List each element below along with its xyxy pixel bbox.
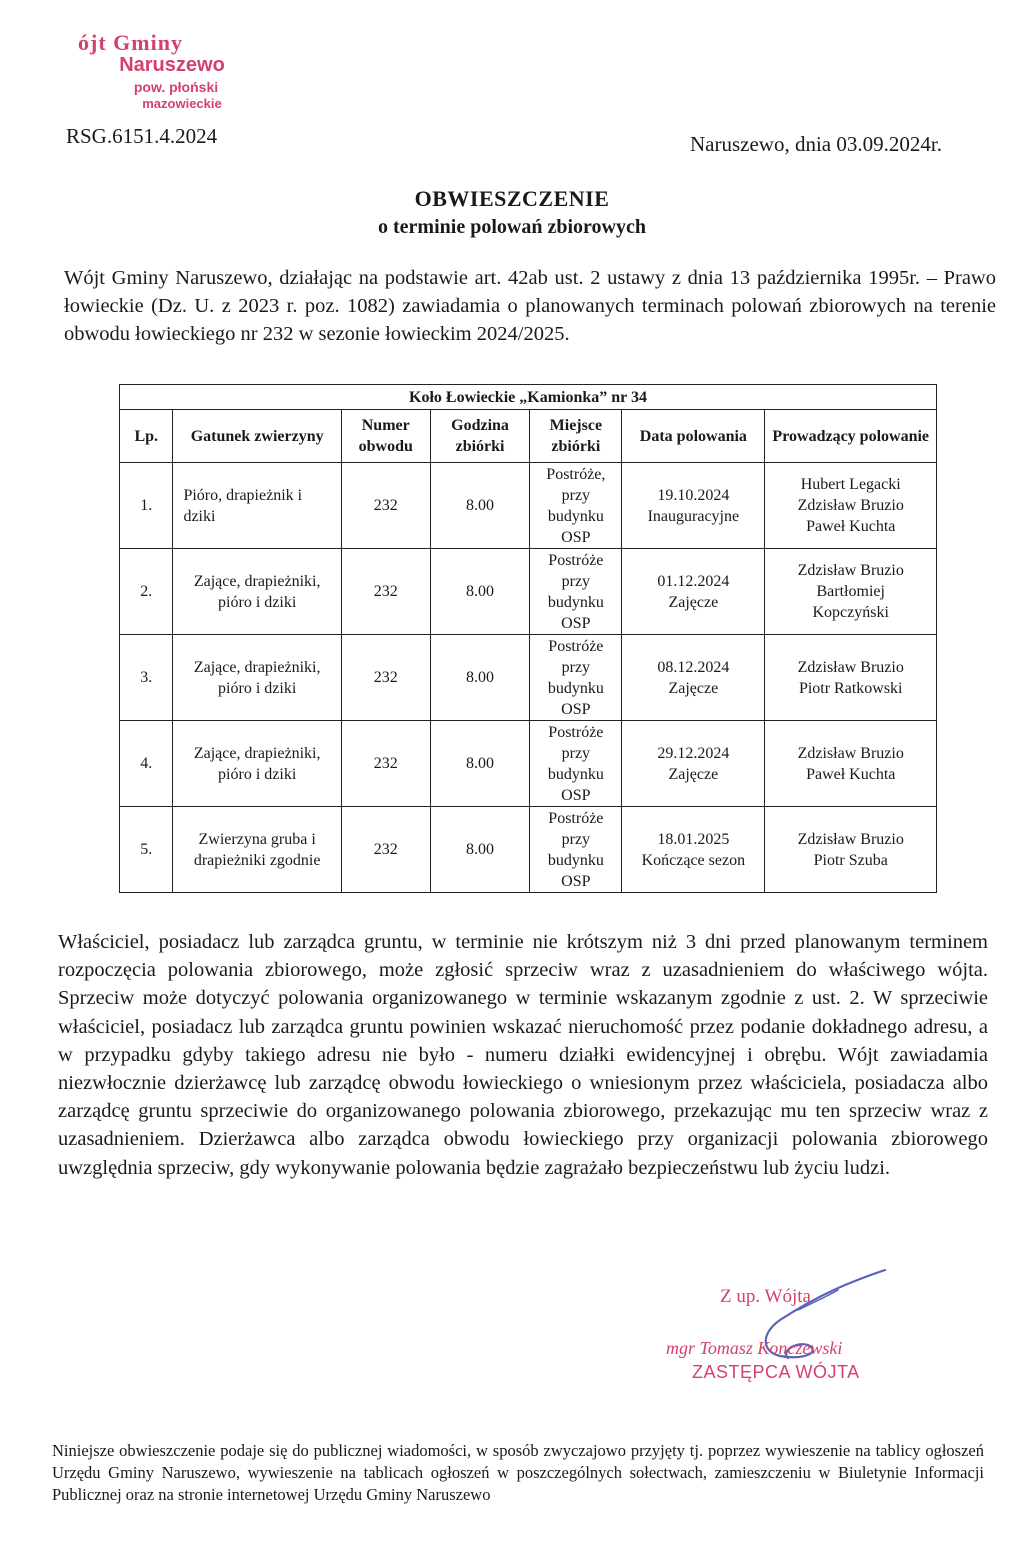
header-leaders: Prowadzący polowanie (765, 410, 937, 463)
cell-leaders (765, 549, 937, 635)
on-behalf-label: Z up. Wójta (720, 1286, 811, 1307)
cell-time: 8.00 (430, 807, 530, 893)
signatory-name: mgr Tomasz Konczewski (666, 1338, 843, 1358)
table-row (120, 549, 937, 635)
footer-notice: Niniejsze obwieszczenie podaje się do publicznej wiadomości, w sposób zwyczajowo przyjęty tj. poprzez wywieszenie na tablicy ogłoszeń Urzędu Gminy Naruszewo, wywieszenie na tablicach ogłoszeń w poszczególnych sołectwach, zamieszczeniu w Biuletynie Informacji Publicznej oraz na stronie internetowej Urzędu Gminy Naruszewo (52, 1441, 984, 1504)
stamp-line-2: Naruszewo (119, 54, 225, 76)
cell-district: 232 (341, 721, 430, 807)
hunt-type: Zajęcze (668, 679, 719, 697)
table-row (120, 463, 937, 549)
leader-name: Zdzisław Bruzio (797, 830, 904, 848)
cell-date (622, 463, 765, 549)
leader-name: Piotr Szuba (813, 851, 888, 869)
hunt-schedule-table (119, 384, 937, 893)
office-stamp (72, 30, 272, 111)
header-species: Gatunek zwierzyny (173, 410, 341, 463)
hunt-type: Inauguracyjne (647, 507, 740, 525)
cell-time: 8.00 (430, 549, 530, 635)
leader-name: Zdzisław Bruzio (797, 497, 904, 514)
leader-name: Zdzisław Bruzio (797, 562, 904, 579)
table-row (120, 635, 937, 721)
leader-name: Kopczyński (812, 604, 889, 621)
cell-leaders (765, 463, 937, 549)
cell-leaders (765, 721, 937, 807)
document-subtitle: o terminie polowań zbiorowych (378, 216, 646, 238)
reference-number: RSG.6151.4.2024 (66, 124, 218, 148)
header-place: Miejsce zbiórki (530, 410, 622, 463)
header-lp: Lp. (120, 410, 173, 463)
hunt-type: Zajęcze (668, 593, 719, 611)
intro-paragraph: Wójt Gminy Naruszewo, działając na podstawie art. 42ab ust. 2 ustawy z dnia 13 października 1995r. – Prawo łowieckie (Dz. U. z 2023 r. poz. 1082) zawiadamia o planowanych terminach polowań zbiorowych na terenie obwodu łowieckiego nr 232 w sezonie łowieckim 2024/2025. (64, 267, 996, 345)
header-district: Numer obwodu (341, 410, 430, 463)
place-and-date: Naruszewo, dnia 03.09.2024r. (690, 132, 942, 156)
signatory-role: ZASTĘPCA WÓJTA (692, 1362, 860, 1382)
stamp-line-3: pow. płoński (133, 79, 219, 95)
cell-time: 8.00 (430, 635, 530, 721)
cell-place: Postróże, przy budynku OSP (530, 463, 622, 549)
cell-leaders (765, 807, 937, 893)
leader-name: Bartłomiej (816, 583, 885, 600)
cell-district: 232 (341, 463, 430, 549)
cell-time: 8.00 (430, 721, 530, 807)
cell-lp: 2. (120, 549, 173, 635)
leader-name: Paweł Kuchta (806, 518, 896, 535)
hunt-date: 18.01.2025 (657, 830, 730, 848)
stamp-line-1: ójt Gminy (78, 30, 183, 55)
cell-lp: 1. (120, 463, 173, 549)
cell-lp: 4. (120, 721, 173, 807)
hunt-date: 08.12.2024 (657, 658, 730, 676)
cell-lp: 3. (120, 635, 173, 721)
cell-leaders (765, 635, 937, 721)
cell-species: Zające, drapieżniki, pióro i dziki (173, 721, 341, 807)
leader-name: Zdzisław Bruzio (797, 744, 904, 762)
leader-name: Piotr Ratkowski (798, 679, 903, 697)
stamp-line-4: mazowieckie (142, 96, 222, 111)
cell-district: 232 (341, 807, 430, 893)
header-date: Data polowania (622, 410, 765, 463)
cell-place: Postróże przy budynku OSP (530, 807, 622, 893)
cell-species: Zające, drapieżniki, pióro i dziki (173, 635, 341, 721)
leader-name: Paweł Kuchta (806, 765, 896, 783)
cell-date (622, 807, 765, 893)
leader-name: Zdzisław Bruzio (797, 658, 904, 676)
cell-place: Postróże przy budynku OSP (530, 635, 622, 721)
hunt-date: 29.12.2024 (657, 744, 730, 762)
hunt-date: 01.12.2024 (657, 572, 730, 590)
header-time: Godzina zbiórki (430, 410, 530, 463)
hunting-club-name: Koło Łowieckie „Kamionka” nr 34 (120, 385, 937, 410)
document-title: OBWIESZCZENIE (414, 186, 610, 211)
table-row (120, 721, 937, 807)
hunt-date: 19.10.2024 (657, 486, 730, 504)
leader-name: Hubert Legacki (800, 476, 901, 493)
cell-species: Zwierzyna gruba i drapieżniki zgodnie (173, 807, 341, 893)
cell-date (622, 549, 765, 635)
hunt-type: Kończące sezon (641, 851, 746, 869)
cell-species: Zające, drapieżniki, pióro i dziki (173, 549, 341, 635)
cell-place: Postróże przy budynku OSP (530, 549, 622, 635)
objection-paragraph: Właściciel, posiadacz lub zarządca gruntu, w terminie nie krótszym niż 3 dni przed planowanym terminem rozpoczęcia polowania zbiorowego, może zgłosić sprzeciw wraz z uzasadnieniem do właściwego wójta. Sprzeciw może dotyczyć polowania organizowanego w terminie wskazanym zgodnie z ust. 2. W sprzeciwie właściciel, posiadacz lub zarządca gruntu powinien wskazać nieruchomość przez podanie dokładnego adresu, a w przypadku gdyby takiego adresu nie było - numeru działki ewidencyjnej i obrębu. Wójt zawiadamia niezwłocznie dzierżawcę lub zarządcę obwodu łowieckiego o wniesionym przez właściciela, posiadacza albo zarządcę gruntu sprzeciwie do organizowanego polowania zbiorowego, przekazując mu ten sprzeciw wraz z uzasadnieniem. Dzierżawca albo zarządca obwodu łowieckiego przy organizacji polowania zbiorowego uwzględnia sprzeciw, gdy wykonywanie polowania będzie zagrażało bezpieczeństwu lub życiu ludzi. (58, 931, 988, 1179)
cell-species: Pióro, drapieżnik i dziki (173, 463, 341, 549)
cell-lp: 5. (120, 807, 173, 893)
table-row (120, 807, 937, 893)
cell-district: 232 (341, 635, 430, 721)
cell-district: 232 (341, 549, 430, 635)
cell-date (622, 635, 765, 721)
cell-place: Postróże przy budynku OSP (530, 721, 622, 807)
hunt-type: Zajęcze (668, 765, 719, 783)
cell-date (622, 721, 765, 807)
cell-time: 8.00 (430, 463, 530, 549)
